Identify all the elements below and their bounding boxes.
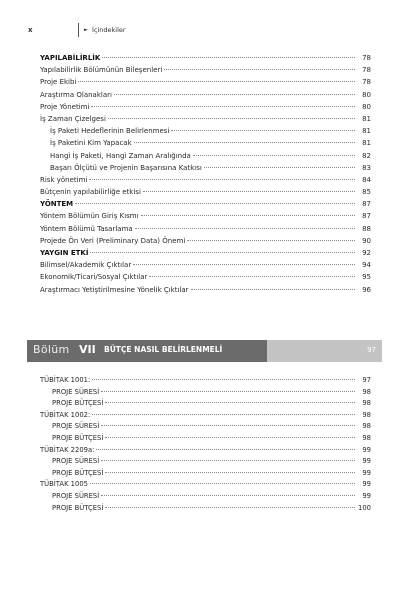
toc-entry-page: 96 bbox=[362, 285, 371, 294]
toc-entry-title: PROJE BÜTÇESİ bbox=[52, 503, 104, 512]
toc-entry-title: Hangi İş Paketi, Hangi Zaman Aralığında bbox=[50, 151, 191, 160]
toc-entry-page: 98 bbox=[362, 422, 371, 431]
dot-leader bbox=[92, 379, 355, 380]
dot-leader bbox=[108, 118, 355, 119]
toc-entry-page: 81 bbox=[362, 127, 371, 136]
toc-entry-page: 98 bbox=[362, 433, 371, 442]
toc-entry[interactable] bbox=[40, 113, 371, 125]
toc-entry[interactable] bbox=[40, 174, 371, 186]
header-divider bbox=[78, 23, 79, 37]
dot-leader bbox=[91, 106, 355, 107]
dot-leader bbox=[105, 472, 355, 473]
toc-entry[interactable] bbox=[40, 235, 371, 247]
page-number: x bbox=[28, 26, 33, 34]
arrow-icon: ► bbox=[84, 27, 88, 33]
toc-entry[interactable] bbox=[40, 223, 371, 235]
dot-leader bbox=[191, 289, 355, 290]
toc-entry[interactable] bbox=[40, 410, 371, 422]
toc-entry-page: 94 bbox=[362, 261, 371, 270]
toc-entry-page: 82 bbox=[362, 151, 371, 160]
dot-leader bbox=[101, 460, 355, 461]
toc-entry-title: Yöntem Bölümün Giriş Kısmı bbox=[40, 212, 139, 221]
toc-entry[interactable] bbox=[40, 259, 371, 271]
toc-entry-title: TÜBİTAK 1001: bbox=[40, 376, 91, 384]
toc-entry[interactable] bbox=[40, 150, 371, 162]
dot-leader bbox=[101, 425, 355, 426]
toc-entry-page: 99 bbox=[362, 491, 371, 500]
toc-entry-page: 99 bbox=[362, 457, 371, 466]
toc-entry[interactable] bbox=[40, 210, 371, 222]
dot-leader bbox=[193, 155, 355, 156]
toc-section-2 bbox=[40, 375, 371, 514]
toc-entry-title: Risk yönetimi bbox=[40, 175, 88, 184]
chapter-banner[interactable] bbox=[27, 340, 382, 362]
toc-entry-title: PROJE BÜTÇESİ bbox=[52, 433, 104, 442]
toc-entry-title: Araştırmacı Yetiştirilmesine Yönelik Çıktılar bbox=[40, 285, 189, 294]
toc-entry-title: Proje Ekibi bbox=[40, 78, 77, 87]
toc-entry[interactable] bbox=[40, 491, 371, 503]
dot-leader bbox=[101, 391, 355, 392]
toc-entry-page: 92 bbox=[362, 249, 371, 257]
toc-entry[interactable] bbox=[40, 456, 371, 468]
toc-entry[interactable] bbox=[40, 271, 371, 283]
toc-entry[interactable] bbox=[40, 247, 371, 259]
toc-entry-title: Ekonomik/Ticari/Sosyal Çıktılar bbox=[40, 273, 148, 282]
dot-leader bbox=[134, 142, 355, 143]
toc-entry[interactable] bbox=[40, 186, 371, 198]
dot-leader bbox=[90, 252, 355, 253]
dot-leader bbox=[141, 215, 355, 216]
dot-leader bbox=[105, 437, 355, 438]
toc-entry-page: 84 bbox=[362, 175, 371, 184]
toc-entry-page: 81 bbox=[362, 114, 371, 123]
toc-entry-page: 99 bbox=[362, 468, 371, 477]
toc-entry-title: PROJE SÜRESİ bbox=[52, 387, 100, 396]
toc-entry-title: Başarı Ölçütü ve Projenin Başarısına Katkısı bbox=[50, 163, 202, 172]
toc-entry-title: PROJE SÜRESİ bbox=[52, 491, 100, 500]
toc-entry-page: 98 bbox=[362, 387, 371, 396]
dot-leader bbox=[75, 203, 355, 204]
dot-leader bbox=[102, 57, 355, 58]
toc-entry-page: 98 bbox=[362, 399, 371, 408]
dot-leader bbox=[89, 179, 355, 180]
toc-entry[interactable] bbox=[40, 398, 371, 410]
dot-leader bbox=[171, 130, 355, 131]
header-title: İçindekiler bbox=[92, 26, 126, 34]
toc-entry-page: 80 bbox=[362, 90, 371, 99]
toc-entry-title: Araştırma Olanakları bbox=[40, 90, 112, 99]
dot-leader bbox=[135, 228, 355, 229]
toc-entry-title: TÜBİTAK 1002: bbox=[40, 410, 91, 419]
toc-entry[interactable] bbox=[40, 89, 371, 101]
toc-entry-page: 98 bbox=[362, 410, 371, 419]
toc-entry-page: 78 bbox=[362, 54, 371, 62]
toc-entry[interactable] bbox=[40, 468, 371, 480]
toc-entry-page: 95 bbox=[362, 273, 371, 282]
toc-entry-title: İş Zaman Çizelgesi bbox=[40, 114, 106, 123]
toc-entry[interactable] bbox=[40, 198, 371, 210]
toc-entry-page: 78 bbox=[362, 78, 371, 87]
running-header bbox=[28, 26, 388, 40]
toc-entry-title: İş Paketini Kim Yapacak bbox=[50, 139, 132, 148]
dot-leader bbox=[133, 264, 355, 265]
toc-entry[interactable] bbox=[40, 433, 371, 445]
dot-leader bbox=[149, 276, 355, 277]
toc-entry-title: Yöntem Bölümü Tasarlama bbox=[40, 224, 133, 233]
toc-entry-title: YAPILABİLİRLİK bbox=[40, 54, 101, 62]
toc-entry-title: TÜBİTAK 1005 bbox=[40, 480, 88, 489]
toc-entry[interactable] bbox=[40, 445, 371, 457]
toc-entry-page: 83 bbox=[362, 163, 371, 172]
toc-entry-title: Bilimsel/Akademik Çıktılar bbox=[40, 261, 132, 270]
toc-entry-title: PROJE BÜTÇESİ bbox=[52, 399, 104, 408]
toc-entry-title: PROJE BÜTÇESİ bbox=[52, 468, 104, 477]
toc-entry-title: Proje Yönetimi bbox=[40, 102, 90, 111]
dot-leader bbox=[101, 495, 355, 496]
dot-leader bbox=[105, 402, 355, 403]
chapter-label: Bölüm bbox=[33, 343, 70, 356]
dot-leader bbox=[92, 414, 355, 415]
toc-section-1 bbox=[40, 52, 371, 296]
toc-entry[interactable] bbox=[40, 125, 371, 137]
dot-leader bbox=[204, 167, 355, 168]
toc-entry-title: Projede Ön Veri (Preliminary Data) Önemi bbox=[40, 236, 186, 245]
toc-entry[interactable] bbox=[40, 137, 371, 149]
toc-entry[interactable] bbox=[40, 387, 371, 399]
toc-entry-page: 85 bbox=[362, 188, 371, 197]
chapter-number: VII bbox=[79, 343, 96, 356]
toc-entry-page: 99 bbox=[362, 480, 371, 489]
toc-entry[interactable] bbox=[40, 52, 371, 64]
dot-leader bbox=[187, 240, 355, 241]
toc-entry-title: Yapılabilirlik Bölümünün Bileşenleri bbox=[40, 66, 163, 75]
toc-entry[interactable] bbox=[40, 101, 371, 113]
toc-entry-page: 87 bbox=[362, 200, 371, 209]
toc-entry[interactable] bbox=[40, 76, 371, 88]
dot-leader bbox=[96, 449, 355, 450]
dot-leader bbox=[114, 94, 355, 95]
toc-entry-title: YAYGIN ETKİ bbox=[40, 249, 89, 257]
toc-entry[interactable] bbox=[40, 284, 371, 296]
dot-leader bbox=[143, 191, 355, 192]
toc-entry[interactable] bbox=[40, 479, 371, 491]
toc-entry[interactable] bbox=[40, 64, 371, 76]
chapter-title: BÜTÇE NASIL BELİRLENMELİ bbox=[104, 345, 223, 354]
toc-entry-title: İş Paketi Hedeflerinin Belirlenmesi bbox=[50, 127, 170, 136]
toc-entry-page: 99 bbox=[362, 445, 371, 454]
toc-entry-title: TÜBİTAK 2209a: bbox=[40, 445, 95, 454]
toc-entry[interactable] bbox=[40, 162, 371, 174]
toc-entry-page: 88 bbox=[362, 224, 371, 233]
toc-entry-page: 100 bbox=[358, 503, 371, 512]
dot-leader bbox=[90, 483, 355, 484]
toc-entry[interactable] bbox=[40, 421, 371, 433]
toc-entry-title: PROJE SÜRESİ bbox=[52, 422, 100, 431]
toc-entry[interactable] bbox=[40, 375, 371, 387]
toc-entry-page: 81 bbox=[362, 139, 371, 148]
toc-entry-page: 90 bbox=[362, 236, 371, 245]
toc-entry-title: PROJE SÜRESİ bbox=[52, 457, 100, 466]
toc-entry-page: 80 bbox=[362, 102, 371, 111]
toc-entry-page: 87 bbox=[362, 212, 371, 221]
toc-entry-page: 78 bbox=[362, 66, 371, 75]
toc-entry-page: 97 bbox=[362, 376, 371, 384]
dot-leader bbox=[105, 507, 355, 508]
dot-leader bbox=[78, 81, 355, 82]
toc-entry[interactable] bbox=[40, 503, 371, 515]
chapter-page: 97 bbox=[367, 346, 376, 354]
dot-leader bbox=[164, 69, 355, 70]
toc-entry-title: YÖNTEM bbox=[40, 200, 74, 209]
toc-entry-title: Bütçenin yapılabilirliğe etkisi bbox=[40, 188, 141, 197]
